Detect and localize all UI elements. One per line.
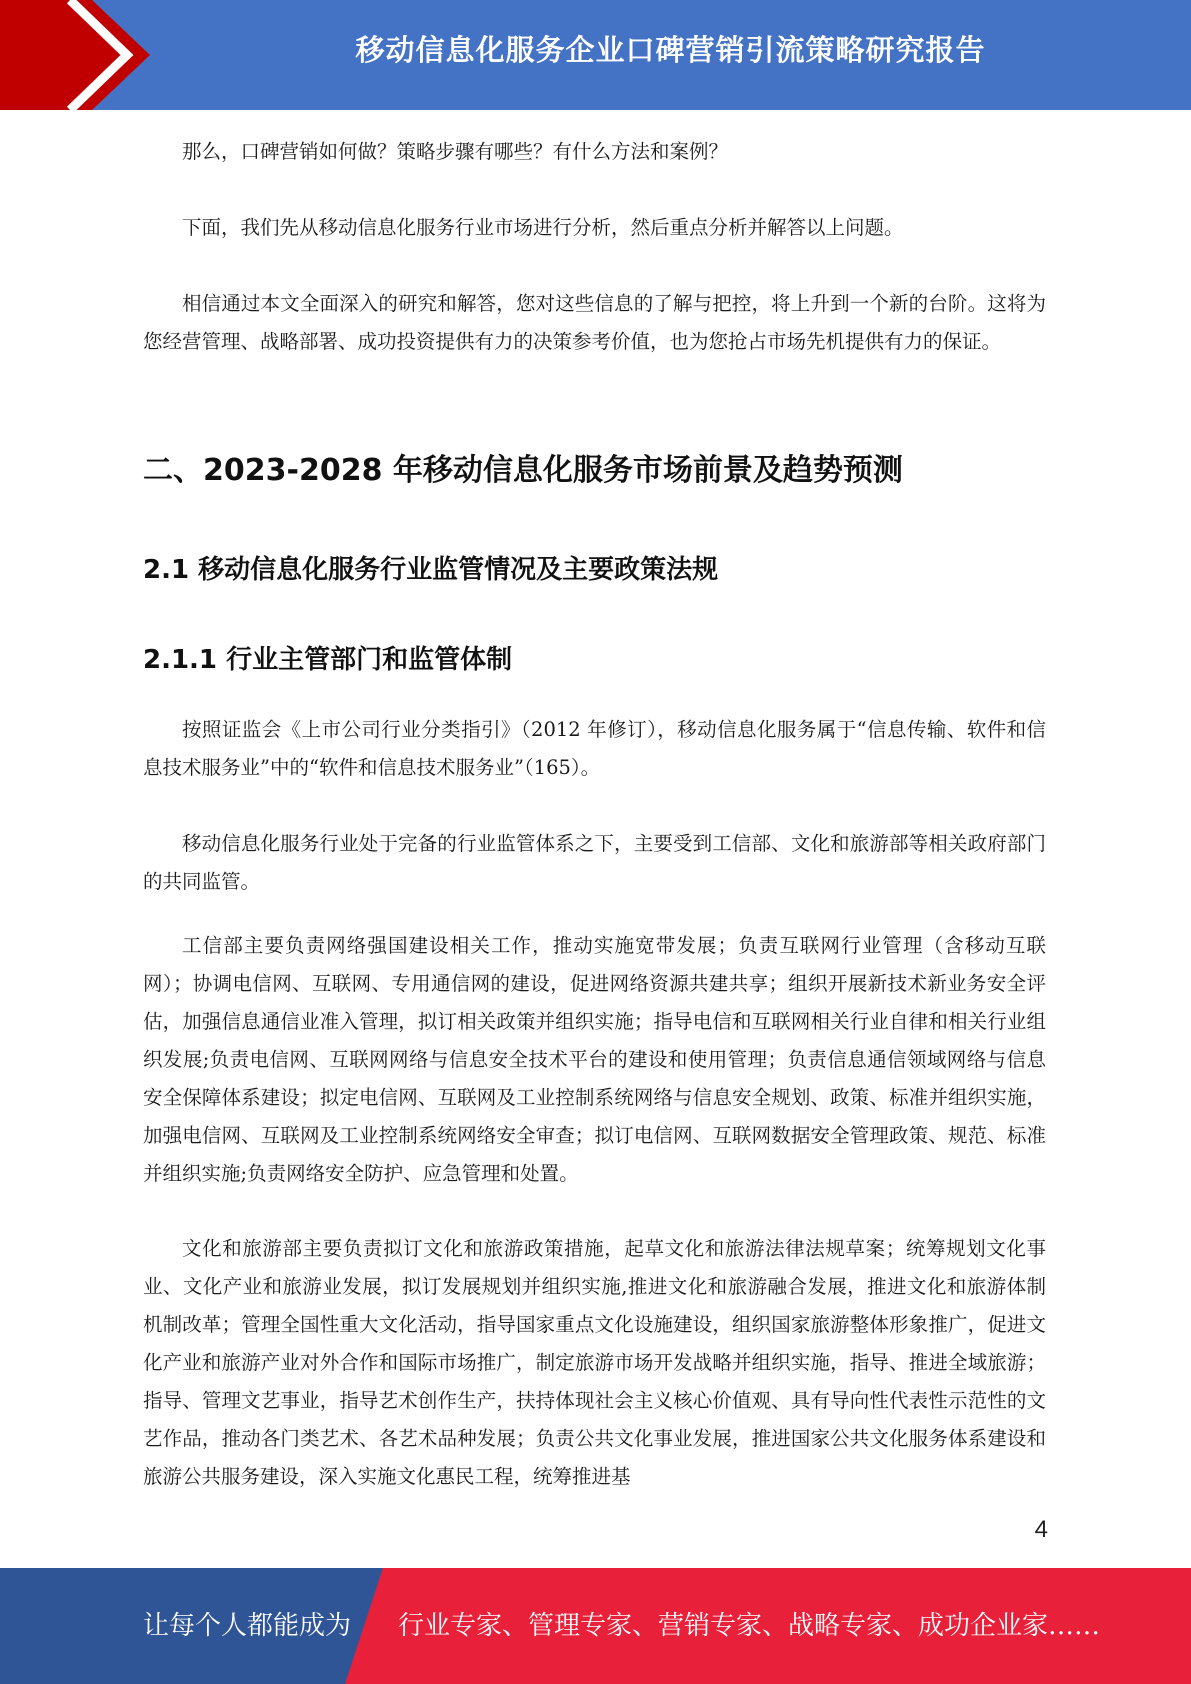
footer-slogan-left: 让每个人都能成为 — [143, 1611, 352, 1641]
paragraph: 那么，口碑营销如何做？策略步骤有哪些？有什么方法和案例？ — [182, 140, 729, 163]
report-title: 移动信息化服务企业口碑营销引流策略研究报告 — [355, 33, 986, 67]
page-header — [0, 0, 1191, 110]
footer-slogan-right: 行业专家、管理专家、营销专家、战略专家、成功企业家…… — [398, 1611, 1101, 1641]
paragraph: 相信通过本文全面深入的研究和解答，您对这些信息的了解与把控，将上升到一个新的台阶。这将为您经营管理、战略部署、成功投资提供有力的决策参考价值，也为您抢占市场先机提供有力的保证。 — [143, 292, 1046, 353]
subsection-heading: 2.1 移动信息化服务行业监管情况及主要政策法规 — [143, 555, 719, 585]
page-footer — [0, 1568, 1191, 1684]
paragraph: 下面，我们先从移动信息化服务行业市场进行分析，然后重点分析并解答以上问题。 — [182, 216, 904, 239]
paragraph: 移动信息化服务行业处于完备的行业监管体系之下，主要受到工信部、文化和旅游部等相关政府部门的共同监管。 — [143, 832, 1046, 893]
section-heading: 二、2023-2028 年移动信息化服务市场前景及趋势预测 — [143, 453, 903, 488]
paragraph: 文化和旅游部主要负责拟订文化和旅游政策措施，起草文化和旅游法律法规草案；统筹规划文化事业、文化产业和旅游业发展，拟订发展规划并组织实施,推进文化和旅游融合发展，推进文化和旅游体制机制改革；管理全国性重大文化活动，指导国家重点文化设施建设，组织国家旅游整体形象推广，促进文化产业和旅游产业对外合作和国际市场推广，制定旅游市场开发战略并组织实施，指导、推进全域旅游；指导、管理文艺事业，指导艺术创作生产，扶持体现社会主义核心价值观、具有导向性代表性示范性的文艺作品，推动各门类艺术、各艺术品种发展；负责公共文化事业发展，推进国家公共文化服务体系建设和旅游公共服务建设，深入实施文化惠民工程，统筹推进基 — [143, 1237, 1046, 1488]
paragraph: 工信部主要负责网络强国建设相关工作，推动实施宽带发展；负责互联网行业管理（含移动互联网）；协调电信网、互联网、专用通信网的建设，促进网络资源共建共享；组织开展新技术新业务安全评估，加强信息通信业准入管理，拟订相关政策并组织实施；指导电信和互联网相关行业自律和相关行业组织发展;负责电信网、互联网网络与信息安全技术平台的建设和使用管理；负责信息通信领域网络与信息安全保障体系建设；拟定电信网、互联网及工业控制系统网络与信息安全规划、政策、标准并组织实施，加强电信网、互联网及工业控制系统网络安全审查；拟订电信网、互联网数据安全管理政策、规范、标准并组织实施;负责网络安全防护、应急管理和处置。 — [143, 934, 1046, 1185]
subsubsection-heading: 2.1.1 行业主管部门和监管体制 — [143, 645, 513, 675]
page-number: 4 — [1034, 1516, 1048, 1543]
paragraph: 按照证监会《上市公司行业分类指引》（2012 年修订），移动信息化服务属于“信息传输、软件和信息技术服务业”中的“软件和信息技术服务业”（165）。 — [143, 718, 1046, 779]
